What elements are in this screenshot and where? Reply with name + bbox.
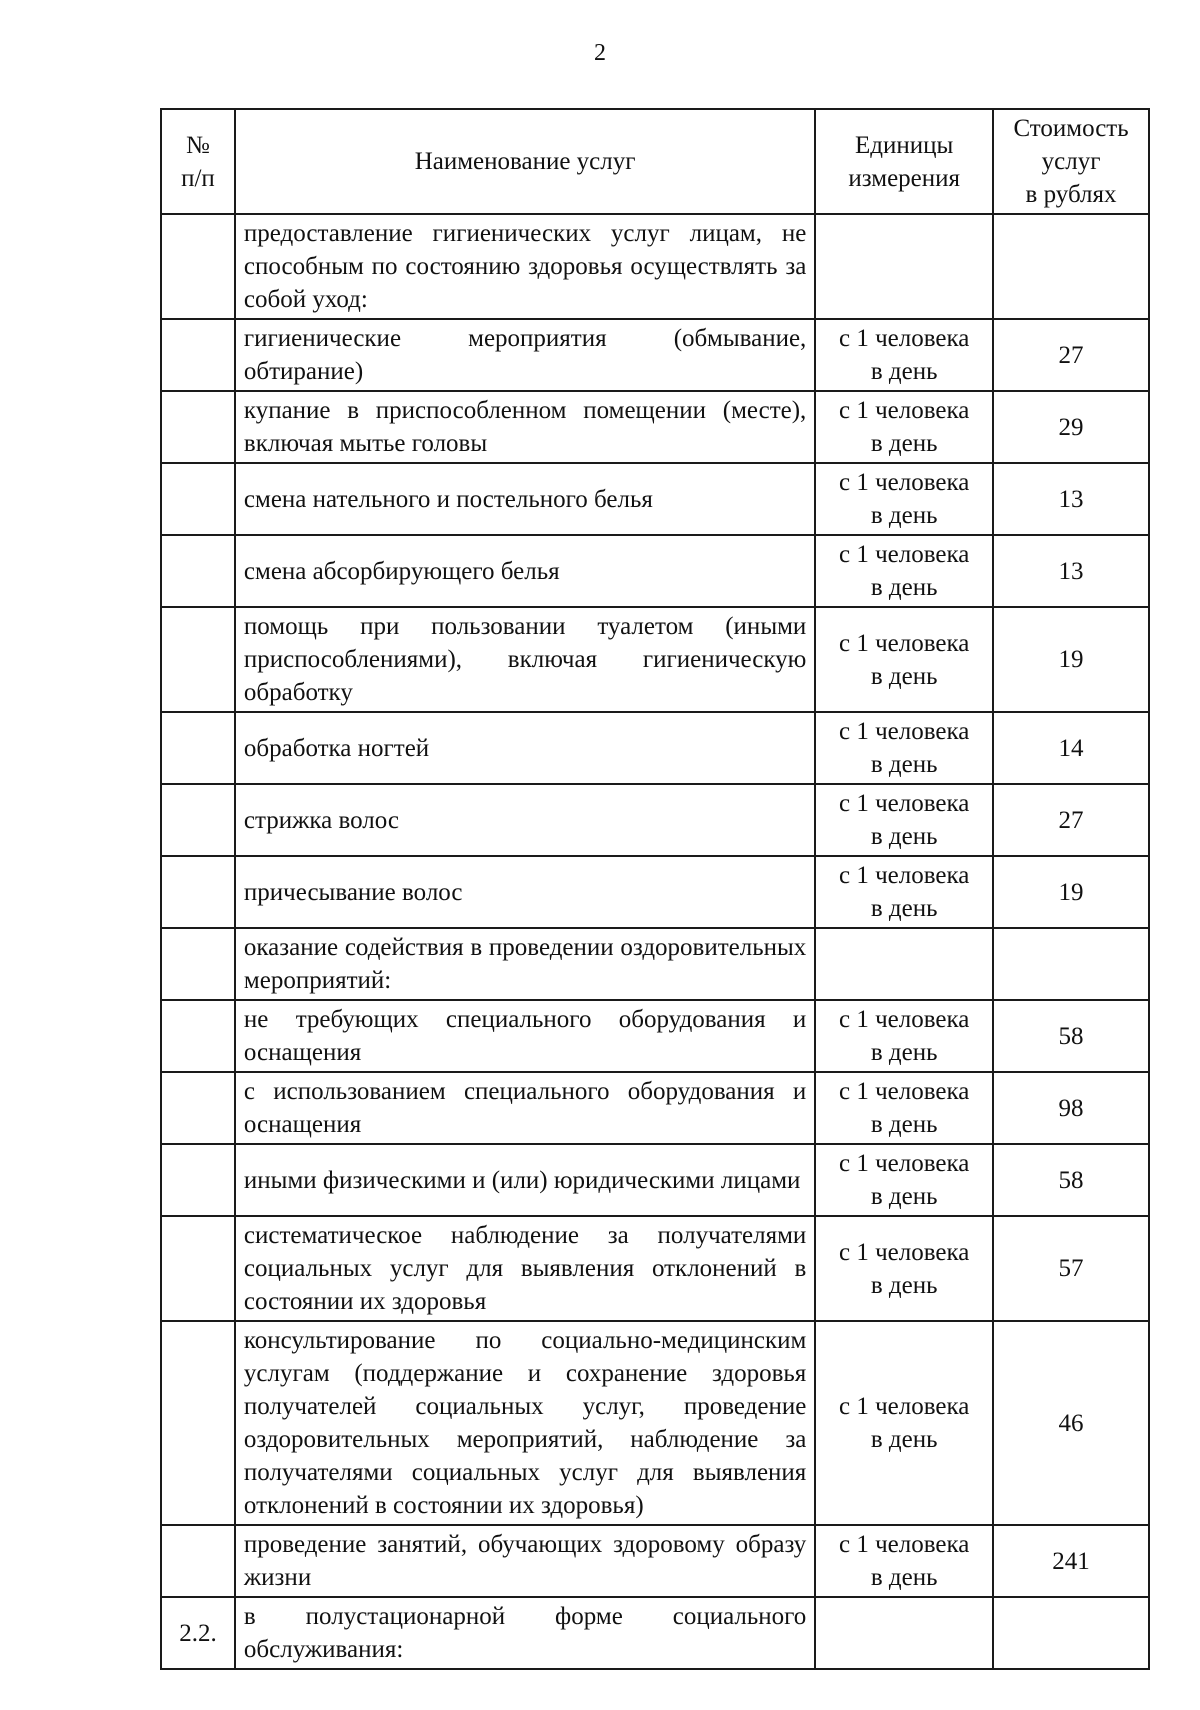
- price: 27: [993, 319, 1149, 391]
- price: 29: [993, 391, 1149, 463]
- table-row: [161, 1525, 1149, 1597]
- service-name: оказание содействия в проведении оздоровительных мероприятий:: [235, 928, 815, 1000]
- table-row: [161, 214, 1149, 319]
- row-number: [161, 784, 235, 856]
- unit: с 1 человека в день: [815, 1000, 993, 1072]
- price: 98: [993, 1072, 1149, 1144]
- header-unit: Единицы измерения: [815, 109, 993, 214]
- service-name: консультирование по социально-медицинским услугам (поддержание и сохранение здоровья получателей социальных услуг, проведение оздоровительных мероприятий, наблюдение за получателями социальных услуг для выявления отклонений в состоянии их здоровья): [235, 1321, 815, 1525]
- unit: [815, 214, 993, 319]
- row-number: [161, 1216, 235, 1321]
- header-service-name: Наименование услуг: [235, 109, 815, 214]
- row-number: [161, 214, 235, 319]
- unit: с 1 человека в день: [815, 856, 993, 928]
- unit: с 1 человека в день: [815, 1072, 993, 1144]
- price: [993, 928, 1149, 1000]
- price: 13: [993, 535, 1149, 607]
- row-number: [161, 928, 235, 1000]
- row-number: [161, 607, 235, 712]
- service-name: причесывание волос: [235, 856, 815, 928]
- service-name: помощь при пользовании туалетом (иными приспособлениями), включая гигиеническую обработку: [235, 607, 815, 712]
- price: [993, 1597, 1149, 1669]
- header-number: № п/п: [161, 109, 235, 214]
- page-number: 2: [594, 40, 606, 66]
- service-name: смена абсорбирующего белья: [235, 535, 815, 607]
- row-number: [161, 319, 235, 391]
- header-price: Стоимость услуг в рублях: [993, 109, 1149, 214]
- service-name: предоставление гигиенических услуг лицам, не способным по состоянию здоровья осуществлять за собой уход:: [235, 214, 815, 319]
- row-number: [161, 856, 235, 928]
- unit: с 1 человека в день: [815, 535, 993, 607]
- service-name: иными физическими и (или) юридическими лицами: [235, 1144, 815, 1216]
- price: 241: [993, 1525, 1149, 1597]
- table-row: [161, 856, 1149, 928]
- price: 19: [993, 607, 1149, 712]
- unit: с 1 человека в день: [815, 1321, 993, 1525]
- table-row: [161, 1321, 1149, 1525]
- table-row: [161, 1000, 1149, 1072]
- row-number: [161, 535, 235, 607]
- service-name: проведение занятий, обучающих здоровому образу жизни: [235, 1525, 815, 1597]
- table-row: [161, 928, 1149, 1000]
- price: 13: [993, 463, 1149, 535]
- service-name: стрижка волос: [235, 784, 815, 856]
- table-row: [161, 319, 1149, 391]
- unit: с 1 человека в день: [815, 607, 993, 712]
- service-name: систематическое наблюдение за получателями социальных услуг для выявления отклонений в состоянии их здоровья: [235, 1216, 815, 1321]
- unit: с 1 человека в день: [815, 319, 993, 391]
- table-header-row: [161, 109, 1149, 214]
- unit: с 1 человека в день: [815, 1525, 993, 1597]
- unit: с 1 человека в день: [815, 1216, 993, 1321]
- table-row: [161, 463, 1149, 535]
- table-row: [161, 1216, 1149, 1321]
- price: 19: [993, 856, 1149, 928]
- unit: [815, 1597, 993, 1669]
- service-name: гигиенические мероприятия (обмывание, обтирание): [235, 319, 815, 391]
- row-number: [161, 1000, 235, 1072]
- unit: [815, 928, 993, 1000]
- row-number: [161, 1321, 235, 1525]
- price: 46: [993, 1321, 1149, 1525]
- unit: с 1 человека в день: [815, 391, 993, 463]
- service-name: в полустационарной форме социального обслуживания:: [235, 1597, 815, 1669]
- table-row: [161, 607, 1149, 712]
- unit: с 1 человека в день: [815, 712, 993, 784]
- table-row: [161, 1072, 1149, 1144]
- row-number: [161, 1072, 235, 1144]
- price: 58: [993, 1144, 1149, 1216]
- price: 58: [993, 1000, 1149, 1072]
- row-number: [161, 1525, 235, 1597]
- table-row: [161, 784, 1149, 856]
- price: [993, 214, 1149, 319]
- service-name: с использованием специального оборудования и оснащения: [235, 1072, 815, 1144]
- row-number: [161, 463, 235, 535]
- unit: с 1 человека в день: [815, 784, 993, 856]
- services-price-table: [160, 108, 1150, 1670]
- table-row: [161, 1144, 1149, 1216]
- row-number: 2.2.: [161, 1597, 235, 1669]
- service-name: не требующих специального оборудования и оснащения: [235, 1000, 815, 1072]
- table-row: [161, 1597, 1149, 1669]
- row-number: [161, 391, 235, 463]
- price: 27: [993, 784, 1149, 856]
- table-row: [161, 391, 1149, 463]
- unit: с 1 человека в день: [815, 463, 993, 535]
- unit: с 1 человека в день: [815, 1144, 993, 1216]
- price: 14: [993, 712, 1149, 784]
- row-number: [161, 1144, 235, 1216]
- price: 57: [993, 1216, 1149, 1321]
- service-name: смена нательного и постельного белья: [235, 463, 815, 535]
- row-number: [161, 712, 235, 784]
- table-row: [161, 535, 1149, 607]
- service-name: купание в приспособленном помещении (месте), включая мытье головы: [235, 391, 815, 463]
- service-name: обработка ногтей: [235, 712, 815, 784]
- table-row: [161, 712, 1149, 784]
